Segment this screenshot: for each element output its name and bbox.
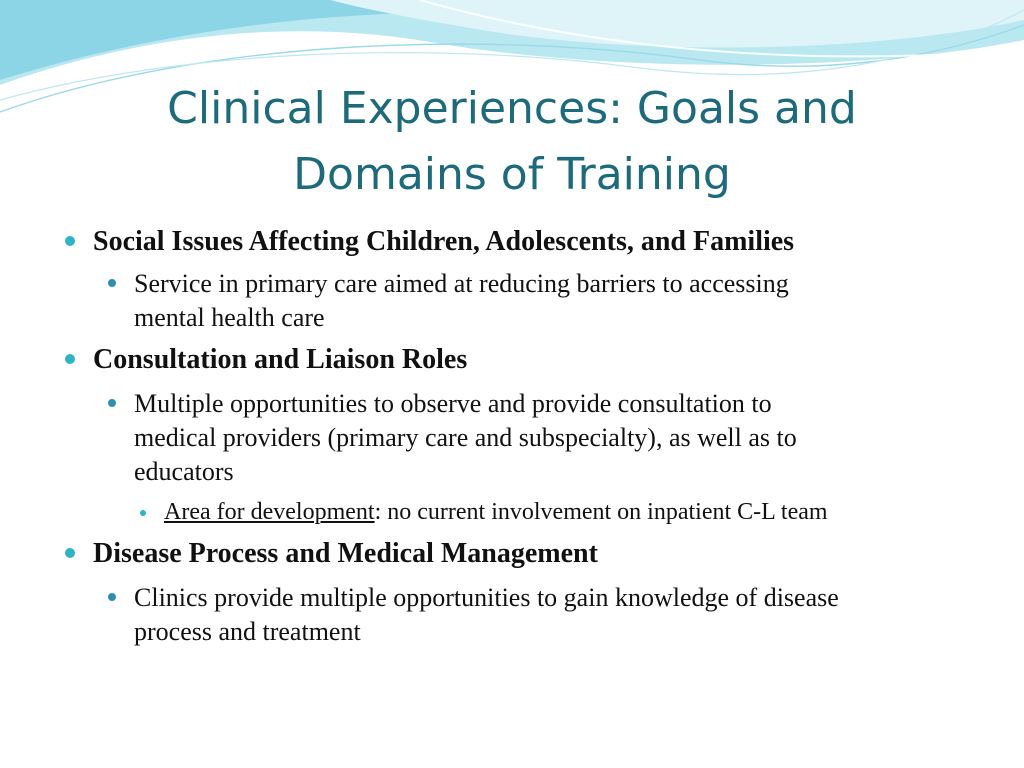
section-heading-disease-process: Disease Process and Medical Management [93, 538, 598, 569]
point-line: Clinics provide multiple opportunities to gain knowledge of disease [134, 583, 839, 612]
title-line-2: Domains of Training [293, 149, 731, 200]
title-line-1: Clinical Experiences: Goals and [167, 83, 857, 134]
slide-title [60, 76, 964, 208]
point-line: medical providers (primary care and subspecialty), as well as to [134, 423, 797, 452]
bullet-icon [65, 354, 75, 364]
point-line: mental health care [134, 303, 325, 332]
subpoint-text: : no current involvement on inpatient C-L team [374, 499, 828, 525]
point-line: educators [134, 457, 234, 486]
section-heading-social-issues: Social Issues Affecting Children, Adolescents, and Families [93, 226, 795, 257]
section-heading-consultation: Consultation and Liaison Roles [93, 344, 468, 375]
underlined-label: Area for development [164, 499, 375, 525]
sub-sub-bullet-icon [140, 510, 146, 516]
subpoint-area-for-development [164, 497, 1004, 527]
sub-bullet-icon [108, 399, 116, 407]
bullet-icon [65, 236, 75, 246]
bullet-icon [65, 548, 75, 558]
point-line: process and treatment [134, 617, 361, 646]
sub-bullet-icon [108, 279, 116, 287]
point-service-primary-care [134, 267, 984, 335]
sub-bullet-icon [108, 593, 116, 601]
point-multiple-opportunities [134, 387, 984, 489]
point-line: Multiple opportunities to observe and provide consultation to [134, 389, 772, 418]
point-clinics-provide [134, 581, 984, 649]
point-line: Service in primary care aimed at reducing barriers to accessing [134, 269, 789, 298]
